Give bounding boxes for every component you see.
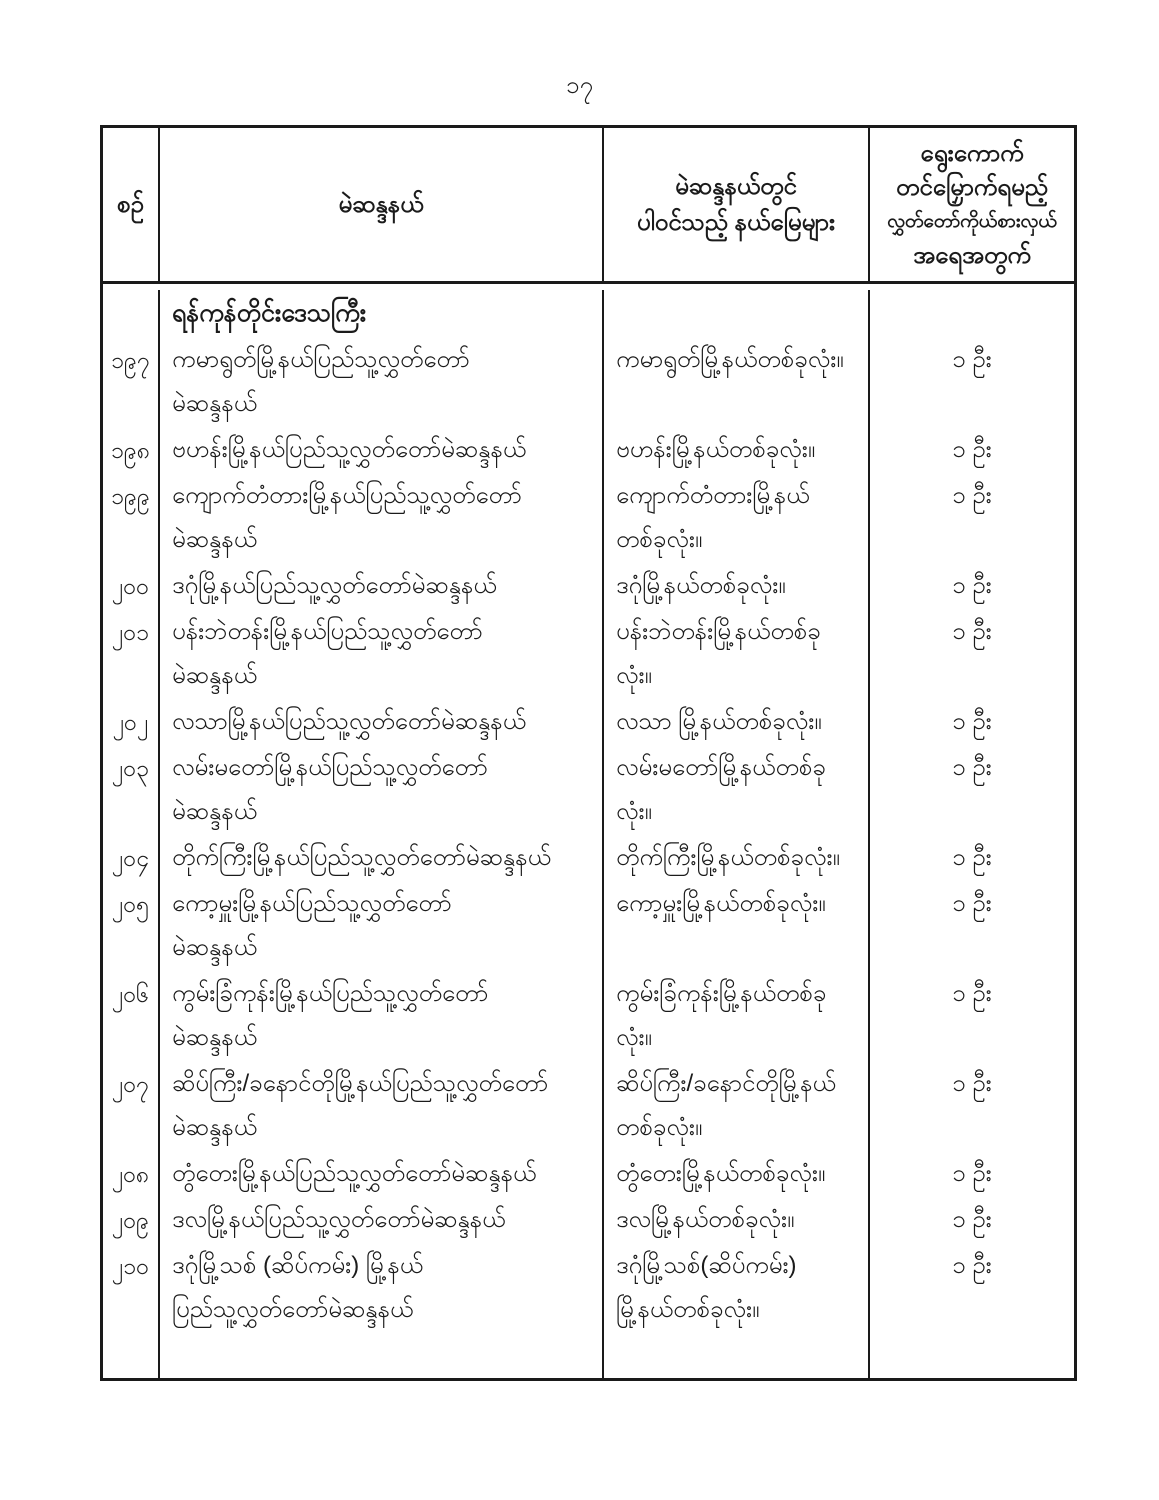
table-header-row [103,128,1074,284]
section-serial-cell [103,290,160,338]
constituency-cell [160,338,604,428]
section-count-cell [870,290,1074,338]
representative-count: ၁ ဦး [952,572,992,599]
areas-cell [604,338,870,428]
table-row [103,610,1074,700]
areas-cell [604,428,870,474]
areas-cell [604,474,870,564]
constituency-line: ကမာရွတ်မြို့နယ်ပြည်သူ့လွှတ်တော် [172,346,470,373]
representative-count: ၁ ဦး [952,1070,992,1097]
filler-constituency-cell [160,1334,604,1378]
representative-count: ၁ ဦး [952,890,992,917]
areas-cell [604,610,870,700]
table-row [103,882,1074,972]
filler-serial-cell [103,1334,160,1378]
constituency-cell [160,1244,604,1334]
constituency-cell [160,474,604,564]
table-row [103,338,1074,428]
areas-line: လမ်းမတော်မြို့နယ်တစ်ခုလုံး။ [616,754,826,825]
row-number: ၂၀၀ [103,564,160,610]
table-row [103,428,1074,474]
constituency-line: မဲဆန္ဒနယ် [172,390,258,417]
areas-line: တစ်ခုလုံး။ [616,1114,703,1141]
row-number: ၂၀၁ [103,610,160,700]
areas-line: တိုက်ကြီးမြို့နယ်တစ်ခုလုံး။ [616,844,840,871]
representative-count: ၁ ဦး [952,1206,992,1233]
areas-line: ဒဂုံမြို့နယ်တစ်ခုလုံး။ [616,572,786,599]
row-number: ၁၉၉ [103,474,160,564]
constituency-cell [160,972,604,1062]
areas-line: ဒလမြို့နယ်တစ်ခုလုံး။ [616,1206,795,1233]
header-areas-line: မဲဆန္ဒနယ်တွင် [675,172,797,200]
areas-cell [604,836,870,882]
table-row [103,1152,1074,1198]
table-row [103,1244,1074,1334]
constituency-line: ကျောက်တံတားမြို့နယ်ပြည်သူ့လွှတ်တော် [172,482,522,509]
header-serial: စဉ် [103,128,160,281]
row-number: ၂၀၈ [103,1152,160,1198]
table-row [103,564,1074,610]
constituency-line: မဲဆန္ဒနယ် [172,798,258,825]
representative-count: ၁ ဦး [952,1160,992,1187]
representative-count: ၁ ဦး [952,708,992,735]
areas-cell [604,1152,870,1198]
areas-line: တွံတေးမြို့နယ်တစ်ခုလုံး။ [616,1160,826,1187]
constituency-line: ဒဂုံမြို့နယ်ပြည်သူ့လွှတ်တော်မဲဆန္ဒနယ် [172,572,497,599]
header-count-line: အရေအတွက် [913,241,1031,269]
areas-line: ကျောက်တံတားမြို့နယ် [616,482,810,509]
row-number: ၁၉၇ [103,338,160,428]
representative-count: ၁ ဦး [952,1252,992,1279]
constituency-line: လသာမြို့နယ်ပြည်သူ့လွှတ်တော်မဲဆန္ဒနယ် [172,708,527,735]
header-areas [604,128,870,281]
areas-line: ကော့မှူးမြို့နယ်တစ်ခုလုံး။ [616,890,826,917]
areas-cell [604,882,870,972]
section-title: ရန်ကုန်တိုင်းဒေသကြီး [160,290,604,338]
representative-count: ၁ ဦး [952,844,992,871]
table-row [103,836,1074,882]
constituency-line: တိုက်ကြီးမြို့နယ်ပြည်သူ့လွှတ်တော်မဲဆန္ဒနယ် [172,844,551,871]
constituency-line: ပန်းဘဲတန်းမြို့နယ်ပြည်သူ့လွှတ်တော် [172,618,483,645]
table-row [103,700,1074,746]
constituency-line: ကွမ်းခြံကုန်းမြို့နယ်ပြည်သူ့လွှတ်တော် [172,980,489,1007]
header-count-line: လွှတ်တော်ကိုယ်စားလှယ် [887,210,1057,232]
representative-count: ၁ ဦး [952,618,992,645]
areas-line: မြို့နယ်တစ်ခုလုံး။ [616,1296,760,1323]
row-number: ၂၀၄ [103,836,160,882]
constituency-table [100,125,1077,1381]
representative-count: ၁ ဦး [952,754,992,781]
constituency-cell [160,1152,604,1198]
page-number: ၁၇ [566,72,593,99]
areas-cell [604,1244,870,1334]
constituency-line: ဒလမြို့နယ်ပြည်သူ့လွှတ်တော်မဲဆန္ဒနယ် [172,1206,506,1233]
areas-line: ကွမ်းခြံကုန်းမြို့နယ်တစ်ခုလုံး။ [616,980,827,1051]
representative-count: ၁ ဦး [952,482,992,509]
areas-line: ဒဂုံမြို့သစ်(ဆိပ်ကမ်း) [616,1252,797,1279]
header-count-line: တင်မြှောက်ရမည့် [896,173,1048,201]
constituency-cell [160,428,604,474]
row-number: ၂၀၇ [103,1062,160,1152]
areas-line: ပန်းဘဲတန်းမြို့နယ်တစ်ခုလုံး။ [616,618,821,689]
constituency-cell [160,746,604,836]
constituency-line: မဲဆန္ဒနယ် [172,526,258,553]
constituency-line: ဗဟန်းမြို့နယ်ပြည်သူ့လွှတ်တော်မဲဆန္ဒနယ် [172,436,527,463]
filler-areas-cell [604,1334,870,1378]
header-constituency: မဲဆန္ဒနယ် [160,128,604,281]
header-count-line: ရွေးကောက် [920,139,1024,167]
table-filler-row [103,1334,1074,1378]
row-number: ၁၉၈ [103,428,160,474]
row-number: ၂၁၀ [103,1244,160,1334]
constituency-line: ကော့မှူးမြို့နယ်ပြည်သူ့လွှတ်တော် [172,890,452,917]
constituency-cell [160,564,604,610]
constituency-line: လမ်းမတော်မြို့နယ်ပြည်သူ့လွှတ်တော် [172,754,488,781]
table-row [103,972,1074,1062]
areas-cell [604,972,870,1062]
filler-count-cell [870,1334,1074,1378]
constituency-line: မဲဆန္ဒနယ် [172,1114,258,1141]
areas-line: ဆိပ်ကြီး/ခနောင်တိုမြို့နယ် [616,1070,836,1097]
section-title-row [103,290,1074,338]
constituency-cell [160,1198,604,1244]
constituency-cell [160,1062,604,1152]
areas-line: တစ်ခုလုံး။ [616,526,703,553]
areas-line: လသာ မြို့နယ်တစ်ခုလုံး။ [616,708,822,735]
table-row [103,474,1074,564]
constituency-cell [160,610,604,700]
header-areas-line: ပါဝင်သည့် နယ်မြေများ [636,208,836,236]
constituency-line: မဲဆန္ဒနယ် [172,1024,258,1051]
table-row [103,1062,1074,1152]
representative-count: ၁ ဦး [952,436,992,463]
constituency-line: မဲဆန္ဒနယ် [172,934,258,961]
row-number: ၂၀၃ [103,746,160,836]
areas-cell [604,564,870,610]
areas-cell [604,1062,870,1152]
table-row [103,1198,1074,1244]
areas-line: ကမာရွတ်မြို့နယ်တစ်ခုလုံး။ [616,346,844,373]
constituency-cell [160,836,604,882]
representative-count: ၁ ဦး [952,980,992,1007]
header-representative-count [870,128,1074,281]
areas-line: ဗဟန်းမြို့နယ်တစ်ခုလုံး။ [616,436,816,463]
areas-cell [604,746,870,836]
table-body [103,338,1074,1334]
section-areas-cell [604,290,870,338]
representative-count: ၁ ဦး [952,346,992,373]
row-number: ၂၀၅ [103,882,160,972]
constituency-cell [160,882,604,972]
table-row [103,746,1074,836]
constituency-cell [160,700,604,746]
areas-cell [604,700,870,746]
constituency-line: မဲဆန္ဒနယ် [172,662,258,689]
areas-cell [604,1198,870,1244]
row-number: ၂၀၂ [103,700,160,746]
constituency-line: ပြည်သူ့လွှတ်တော်မဲဆန္ဒနယ် [172,1296,414,1323]
row-number: ၂၀၆ [103,972,160,1062]
constituency-line: ဒဂုံမြို့သစ် (ဆိပ်ကမ်း) မြို့နယ် [172,1252,424,1279]
constituency-line: တွံတေးမြို့နယ်ပြည်သူ့လွှတ်တော်မဲဆန္ဒနယ် [172,1160,537,1187]
row-number: ၂၀၉ [103,1198,160,1244]
constituency-line: ဆိပ်ကြီး/ခနောင်တိုမြို့နယ်ပြည်သူ့လွှတ်တော် [172,1070,549,1097]
